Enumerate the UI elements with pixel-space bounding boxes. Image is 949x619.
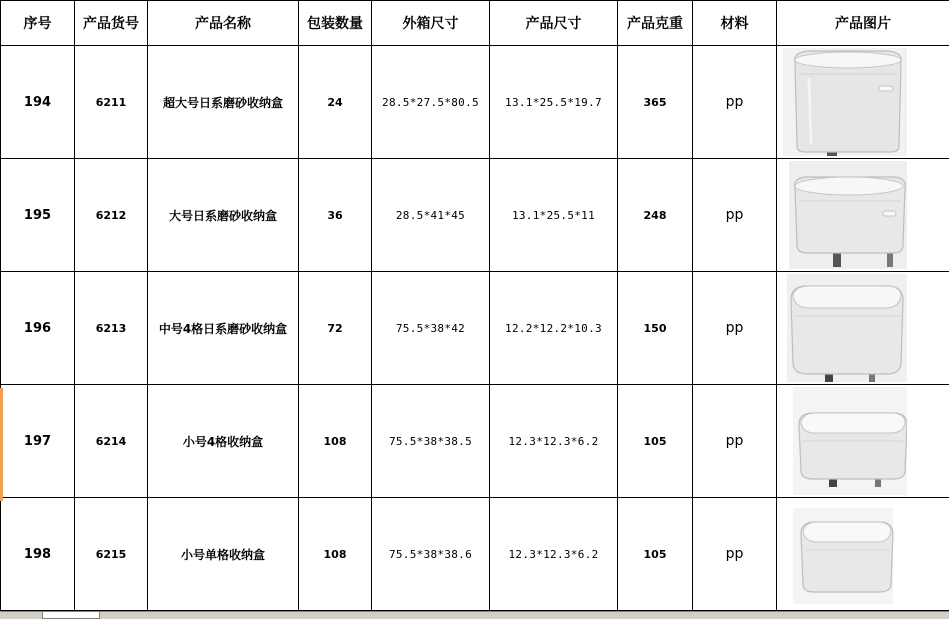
cell-weight[interactable]: 365 bbox=[618, 46, 693, 159]
cell-name[interactable]: 超大号日系磨砂收纳盒 bbox=[148, 46, 299, 159]
cell-qty[interactable]: 72 bbox=[299, 272, 372, 385]
cell-product-size[interactable]: 12.2*12.2*10.3 bbox=[490, 272, 618, 385]
product-image-tall-box bbox=[783, 48, 907, 156]
product-image-square-box-small bbox=[783, 387, 907, 495]
header-carton-size[interactable]: 外箱尺寸 bbox=[372, 1, 490, 46]
header-name[interactable]: 产品名称 bbox=[148, 1, 299, 46]
cell-image[interactable] bbox=[777, 272, 949, 385]
cell-seq[interactable]: 196 bbox=[1, 272, 75, 385]
cell-carton-size[interactable]: 75.5*38*42 bbox=[372, 272, 490, 385]
cell-carton-size[interactable]: 75.5*38*38.6 bbox=[372, 498, 490, 611]
header-product-size[interactable]: 产品尺寸 bbox=[490, 1, 618, 46]
cell-image[interactable] bbox=[777, 159, 949, 272]
cell-image[interactable] bbox=[777, 498, 949, 611]
product-image-oval-box bbox=[783, 161, 907, 269]
cell-material[interactable]: pp bbox=[693, 159, 777, 272]
product-image-single-box bbox=[783, 500, 907, 608]
cell-qty[interactable]: 36 bbox=[299, 159, 372, 272]
header-seq[interactable]: 序号 bbox=[1, 1, 75, 46]
cell-carton-size[interactable]: 75.5*38*38.5 bbox=[372, 385, 490, 498]
cell-seq[interactable]: 197 bbox=[1, 385, 75, 498]
cell-material[interactable]: pp bbox=[693, 498, 777, 611]
cell-material[interactable]: pp bbox=[693, 46, 777, 159]
header-image[interactable]: 产品图片 bbox=[777, 1, 949, 46]
cell-weight[interactable]: 248 bbox=[618, 159, 693, 272]
header-material[interactable]: 材料 bbox=[693, 1, 777, 46]
cell-weight[interactable]: 105 bbox=[618, 498, 693, 611]
cell-product-size[interactable]: 13.1*25.5*11 bbox=[490, 159, 618, 272]
table-row bbox=[1, 159, 949, 272]
cell-qty[interactable]: 108 bbox=[299, 498, 372, 611]
cell-sku[interactable]: 6213 bbox=[75, 272, 148, 385]
table-row bbox=[1, 385, 949, 498]
cell-name[interactable]: 小号4格收纳盒 bbox=[148, 385, 299, 498]
cell-seq[interactable]: 194 bbox=[1, 46, 75, 159]
cell-carton-size[interactable]: 28.5*41*45 bbox=[372, 159, 490, 272]
cell-name[interactable]: 大号日系磨砂收纳盒 bbox=[148, 159, 299, 272]
cell-sku[interactable]: 6211 bbox=[75, 46, 148, 159]
product-image-square-box-medium bbox=[783, 274, 907, 382]
cell-sku[interactable]: 6214 bbox=[75, 385, 148, 498]
cell-image[interactable] bbox=[777, 46, 949, 159]
table-row bbox=[1, 498, 949, 611]
cell-image[interactable] bbox=[777, 385, 949, 498]
cell-product-size[interactable]: 12.3*12.3*6.2 bbox=[490, 498, 618, 611]
cell-sku[interactable]: 6215 bbox=[75, 498, 148, 611]
cell-product-size[interactable]: 13.1*25.5*19.7 bbox=[490, 46, 618, 159]
table-row bbox=[1, 272, 949, 385]
header-sku[interactable]: 产品货号 bbox=[75, 1, 148, 46]
cell-qty[interactable]: 108 bbox=[299, 385, 372, 498]
header-qty[interactable]: 包装数量 bbox=[299, 1, 372, 46]
cell-weight[interactable]: 150 bbox=[618, 272, 693, 385]
cell-seq[interactable]: 198 bbox=[1, 498, 75, 611]
cell-qty[interactable]: 24 bbox=[299, 46, 372, 159]
cell-name[interactable]: 小号单格收纳盒 bbox=[148, 498, 299, 611]
table-row bbox=[1, 46, 949, 159]
cell-sku[interactable]: 6212 bbox=[75, 159, 148, 272]
cell-carton-size[interactable]: 28.5*27.5*80.5 bbox=[372, 46, 490, 159]
row-selection-marker bbox=[0, 388, 3, 501]
header-weight[interactable]: 产品克重 bbox=[618, 1, 693, 46]
cell-material[interactable]: pp bbox=[693, 385, 777, 498]
cell-weight[interactable]: 105 bbox=[618, 385, 693, 498]
cell-name[interactable]: 中号4格日系磨砂收纳盒 bbox=[148, 272, 299, 385]
cell-material[interactable]: pp bbox=[693, 272, 777, 385]
cell-seq[interactable]: 195 bbox=[1, 159, 75, 272]
header-row bbox=[1, 1, 949, 46]
cell-product-size[interactable]: 12.3*12.3*6.2 bbox=[490, 385, 618, 498]
